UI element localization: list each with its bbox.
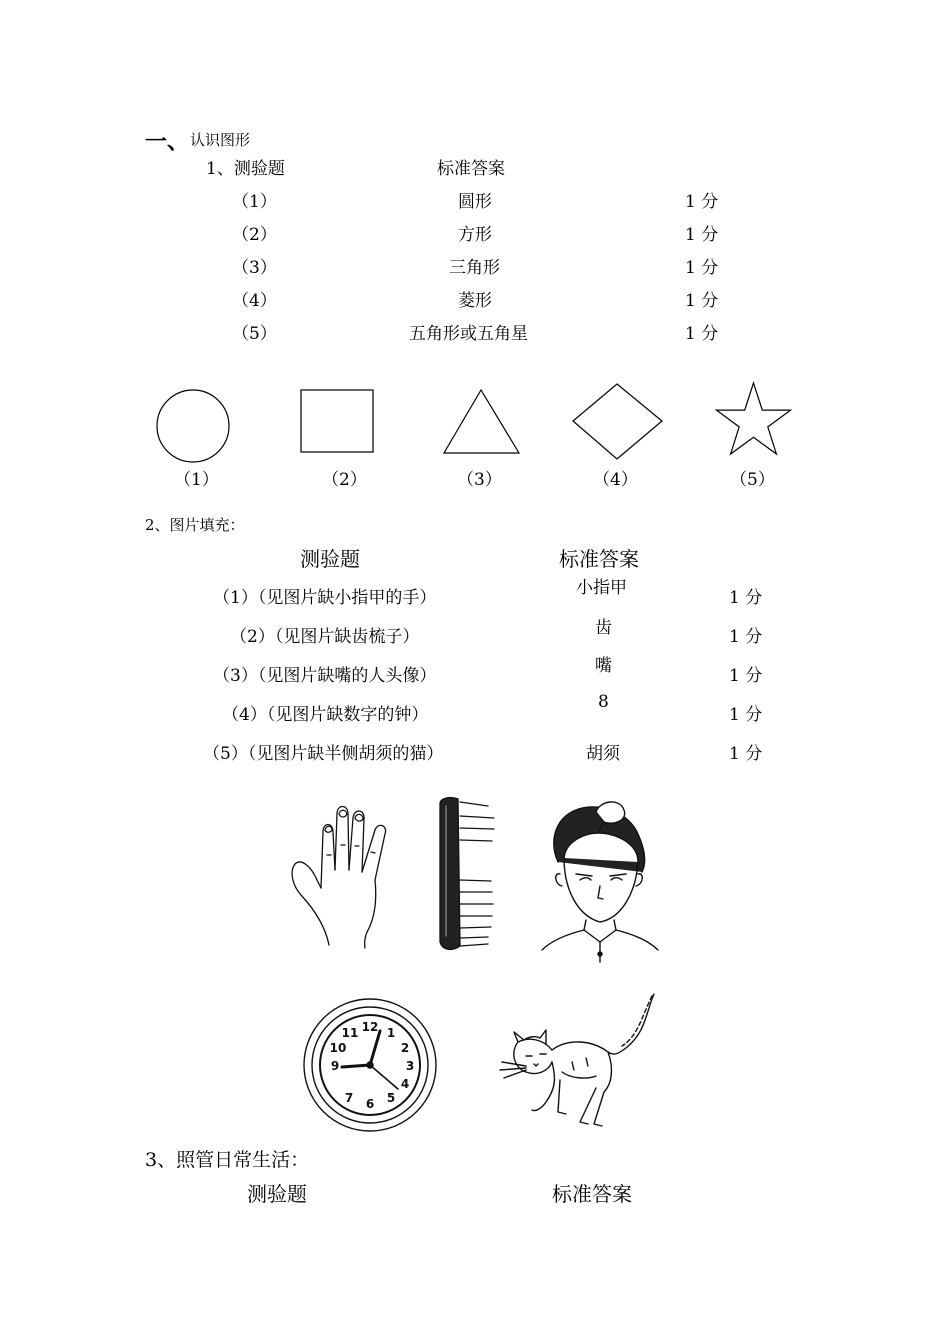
section1-col-answer: 标准答案 [437,159,505,179]
table-row-a: 方形 [458,225,492,245]
table-row-score: 1 分 [729,588,763,608]
section3-col-question: 测验题 [247,1182,307,1206]
section1-col-question: 1、测验题 [206,159,285,179]
shape-label: （5） [730,470,775,490]
comb-missing-teeth-illustration [436,796,502,954]
table-row-a: 圆形 [458,192,492,212]
table-row-score: 1 分 [729,705,763,725]
svg-text:1: 1 [386,1026,396,1040]
table-row-q: （4） [232,291,277,311]
svg-text:5: 5 [386,1091,396,1105]
table-row-a: 小指甲 [576,578,627,598]
table-row-a: 嘴 [595,656,612,676]
table-row-q: （4）（见图片缺数字的钟） [222,705,429,725]
table-row-q: （1） [232,192,277,212]
section3-heading: 3、照管日常生活： [145,1149,310,1171]
table-row-a: 8 [598,692,609,712]
svg-text:4: 4 [400,1077,410,1091]
table-row-score: 1 分 [685,324,719,344]
table-row-score: 1 分 [729,666,763,686]
section2-col-question: 测验题 [300,547,360,571]
table-row-q: （3） [232,258,277,278]
shape-label: （1） [174,470,219,490]
circle-shape [156,389,232,465]
section1-heading-num: 一、 [145,129,190,155]
cat-missing-whiskers-illustration [496,992,662,1134]
table-row-a: 胡须 [586,744,620,764]
shape-label: （4） [593,470,638,490]
table-row-q: （2） [232,225,277,245]
table-row-score: 1 分 [729,627,763,647]
star-shape [715,382,793,458]
table-row-a: 齿 [595,618,612,638]
section2-col-answer: 标准答案 [559,547,639,571]
svg-text:6: 6 [365,1097,375,1111]
svg-text:12: 12 [361,1020,379,1034]
table-row-score: 1 分 [685,291,719,311]
table-row-a: 三角形 [449,258,500,278]
square-shape [300,389,376,455]
svg-text:9: 9 [330,1059,340,1073]
svg-text:7: 7 [344,1091,354,1105]
shape-label: （3） [457,470,502,490]
diamond-shape [572,383,664,461]
section2-heading: 2、图片填充： [145,516,245,534]
table-row-q: （5）（见图片缺半侧胡须的猫） [203,744,444,764]
table-row-q: （3）（见图片缺嘴的人头像） [213,666,437,686]
svg-text:3: 3 [405,1059,415,1073]
table-row-q: （5） [232,324,277,344]
clock-missing-number-illustration [300,995,440,1135]
table-row-score: 1 分 [685,258,719,278]
triangle-shape [443,389,521,455]
shape-label: （2） [322,470,367,490]
table-row-q: （2）（见图片缺齿梳子） [230,627,420,647]
table-row-score: 1 分 [685,225,719,245]
girl-missing-mouth-illustration [538,800,662,962]
table-row-a: 五角形或五角星 [409,324,528,344]
svg-text:10: 10 [329,1041,347,1055]
hand-missing-nail-illustration [285,800,395,950]
table-row-q: （1）（见图片缺小指甲的手） [213,588,437,608]
svg-text:11: 11 [341,1026,359,1040]
table-row-score: 1 分 [685,192,719,212]
table-row-score: 1 分 [729,744,763,764]
section3-col-answer: 标准答案 [552,1182,632,1206]
section1-heading: 认识图形 [190,131,251,149]
svg-text:2: 2 [400,1041,410,1055]
table-row-a: 菱形 [458,291,492,311]
